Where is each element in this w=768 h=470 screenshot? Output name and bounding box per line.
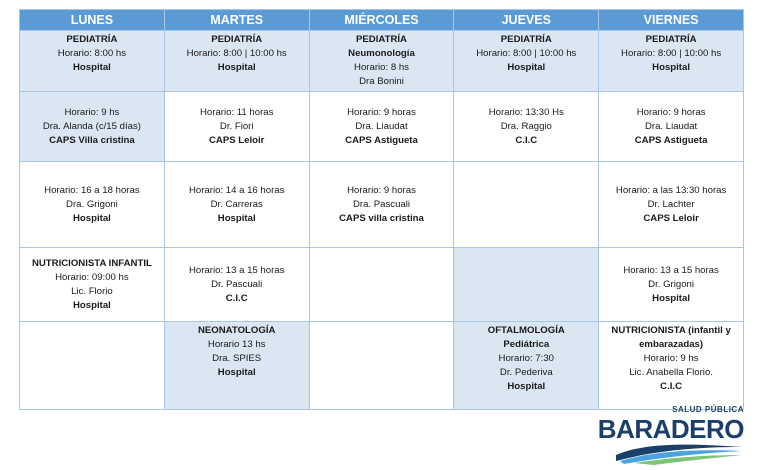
cell-bold-line: CAPS villa cristina: [339, 212, 424, 224]
schedule-row: [20, 248, 744, 322]
cell-bold-line: PEDIATRÍA: [645, 34, 697, 45]
schedule-cell-viernes: [599, 162, 744, 248]
schedule-cell-viernes: [599, 322, 744, 410]
header-row: [20, 10, 744, 31]
schedule-cell-miercoles: [309, 92, 454, 162]
cell-line: Horario: 9 horas: [347, 184, 416, 196]
cell-bold-line: CAPS Leloir: [643, 212, 699, 224]
logo-wave-icon: [614, 441, 744, 465]
day-header-miercoles: MIÉRCOLES: [309, 10, 454, 31]
cell-line: Horario: 9 hs: [643, 353, 699, 364]
schedule-cell-martes: [164, 92, 309, 162]
cell-bold-line: NEONATOLOGÍA: [197, 325, 276, 336]
cell-line: Dra. Grigoni: [66, 198, 118, 210]
cell-line: Horario: 7:30: [498, 353, 555, 364]
cell-bold-line: Hospital: [217, 367, 256, 378]
cell-line: Dra. Alanda (c/15 días): [42, 120, 141, 132]
schedule-row: [20, 31, 744, 92]
schedule-cell-martes: [164, 31, 309, 92]
cell-line: Horario: 8:00 | 10:00 hs: [186, 48, 287, 59]
cell-line: Horario: 8 hs: [354, 62, 409, 73]
cell-line: Horario 13 hs: [207, 339, 266, 350]
cell-bold-line: PEDIATRÍA: [355, 34, 407, 45]
schedule-row: [20, 322, 744, 410]
cell-line: Dra. Liaudat: [355, 120, 408, 132]
cell-line: Dr. Pascuali: [211, 278, 263, 290]
day-header-jueves: JUEVES: [454, 10, 599, 31]
cell-line: Dr. Carreras: [210, 198, 263, 210]
cell-line: Dr. Fiori: [219, 120, 254, 132]
day-header-martes: MARTES: [164, 10, 309, 31]
logo-subtitle: SALUD PÚBLICA: [672, 405, 744, 414]
cell-bold-line: Hospital: [72, 212, 111, 224]
cell-bold-line: Hospital: [507, 381, 546, 392]
schedule-cell-jueves: [454, 322, 599, 410]
schedule-row: [20, 92, 744, 162]
cell-bold-line: C.I.C: [225, 292, 248, 304]
cell-line: Dr. Lachter: [647, 198, 695, 210]
cell-bold-line: Hospital: [217, 212, 256, 224]
cell-line: Horario: 9 horas: [636, 106, 706, 118]
cell-line: Horario: 14 a 16 horas: [188, 184, 285, 196]
schedule-cell-martes: [164, 248, 309, 322]
schedule-cell-lunes: [20, 162, 165, 248]
schedule-cell-lunes: [20, 322, 165, 410]
cell-line: Dra Bonini: [359, 76, 404, 87]
cell-bold-line: C.I.C: [515, 134, 538, 146]
cell-line: Horario: 9 horas: [347, 106, 416, 118]
cell-line: Horario: 13 a 15 horas: [623, 264, 719, 276]
cell-line: Horario: 11 horas: [199, 106, 274, 118]
cell-line: Lic. Anabella Florio.: [629, 367, 713, 378]
schedule-cell-jueves: [454, 248, 599, 322]
cell-line: Dr. Grigoni: [648, 278, 695, 290]
cell-bold-line: OFTALMOLOGÍA: [487, 325, 565, 336]
schedule-cell-jueves: [454, 31, 599, 92]
schedule-row: [20, 162, 744, 248]
salud-publica-baradero-logo: [597, 405, 744, 465]
schedule-cell-martes: [164, 322, 309, 410]
cell-bold-line: Hospital: [217, 62, 256, 73]
cell-line: Horario: 16 a 18 horas: [44, 184, 140, 196]
schedule-cell-lunes: [20, 92, 165, 162]
schedule-cell-jueves: [454, 92, 599, 162]
schedule-cell-miercoles: [309, 31, 454, 92]
cell-bold-line: NUTRICIONISTA (infantil y embarazadas): [611, 325, 731, 350]
cell-line: Horario: 13 a 15 horas: [188, 264, 285, 276]
logo-name: BARADERO: [597, 414, 744, 444]
cell-bold-line: CAPS Villa cristina: [49, 134, 135, 146]
cell-line: Dr. Pederiva: [499, 367, 553, 378]
cell-bold-line: Hospital: [72, 62, 111, 73]
cell-line: Dra. SPIES: [212, 353, 262, 364]
cell-bold-line: CAPS Astigueta: [634, 134, 708, 146]
cell-bold-line: Hospital: [652, 62, 691, 73]
cell-bold-line: CAPS Leloir: [208, 134, 265, 146]
cell-bold-line: Pediátrica: [503, 339, 550, 350]
schedule-cell-lunes: [20, 31, 165, 92]
cell-line: Horario: 8:00 | 10:00 hs: [621, 48, 722, 59]
cell-line: Lic. Florio: [71, 285, 113, 297]
schedule-cell-miercoles: [309, 322, 454, 410]
cell-bold-line: PEDIATRÍA: [500, 34, 552, 45]
cell-bold-line: C.I.C: [660, 381, 683, 392]
cell-bold-line: CAPS Astigueta: [345, 134, 418, 146]
cell-bold-line: PEDIATRÍA: [211, 34, 263, 45]
cell-bold-line: NUTRICIONISTA INFANTIL: [31, 257, 152, 269]
cell-line: Horario: 8:00 hs: [57, 48, 127, 59]
schedule-table: [19, 9, 744, 410]
day-header-viernes: VIERNES: [599, 10, 744, 31]
cell-line: Horario: 8:00 | 10:00 hs: [476, 48, 577, 59]
cell-line: Horario: 9 hs: [64, 106, 120, 118]
cell-bold-line: Hospital: [72, 299, 111, 311]
schedule-cell-viernes: [599, 31, 744, 92]
schedule-cell-lunes: [20, 248, 165, 322]
schedule-cell-viernes: [599, 92, 744, 162]
cell-bold-line: Neumonología: [348, 48, 415, 59]
cell-line: Horario: 09:00 hs: [55, 271, 129, 283]
cell-bold-line: Hospital: [507, 62, 546, 73]
cell-line: Dra. Pascuali: [352, 198, 411, 210]
cell-line: Dra. Raggio: [500, 120, 552, 132]
schedule-cell-miercoles: [309, 248, 454, 322]
cell-line: Horario: 13:30 Hs: [488, 106, 564, 118]
cell-line: Horario: a las 13:30 horas: [615, 184, 727, 196]
day-header-lunes: LUNES: [20, 10, 165, 31]
schedule-cell-martes: [164, 162, 309, 248]
cell-bold-line: Hospital: [652, 292, 691, 304]
schedule-cell-miercoles: [309, 162, 454, 248]
schedule-cell-viernes: [599, 248, 744, 322]
schedule-cell-jueves: [454, 162, 599, 248]
cell-line: Dra. Liaudat: [644, 120, 698, 132]
cell-bold-line: PEDIATRÍA: [66, 34, 118, 45]
